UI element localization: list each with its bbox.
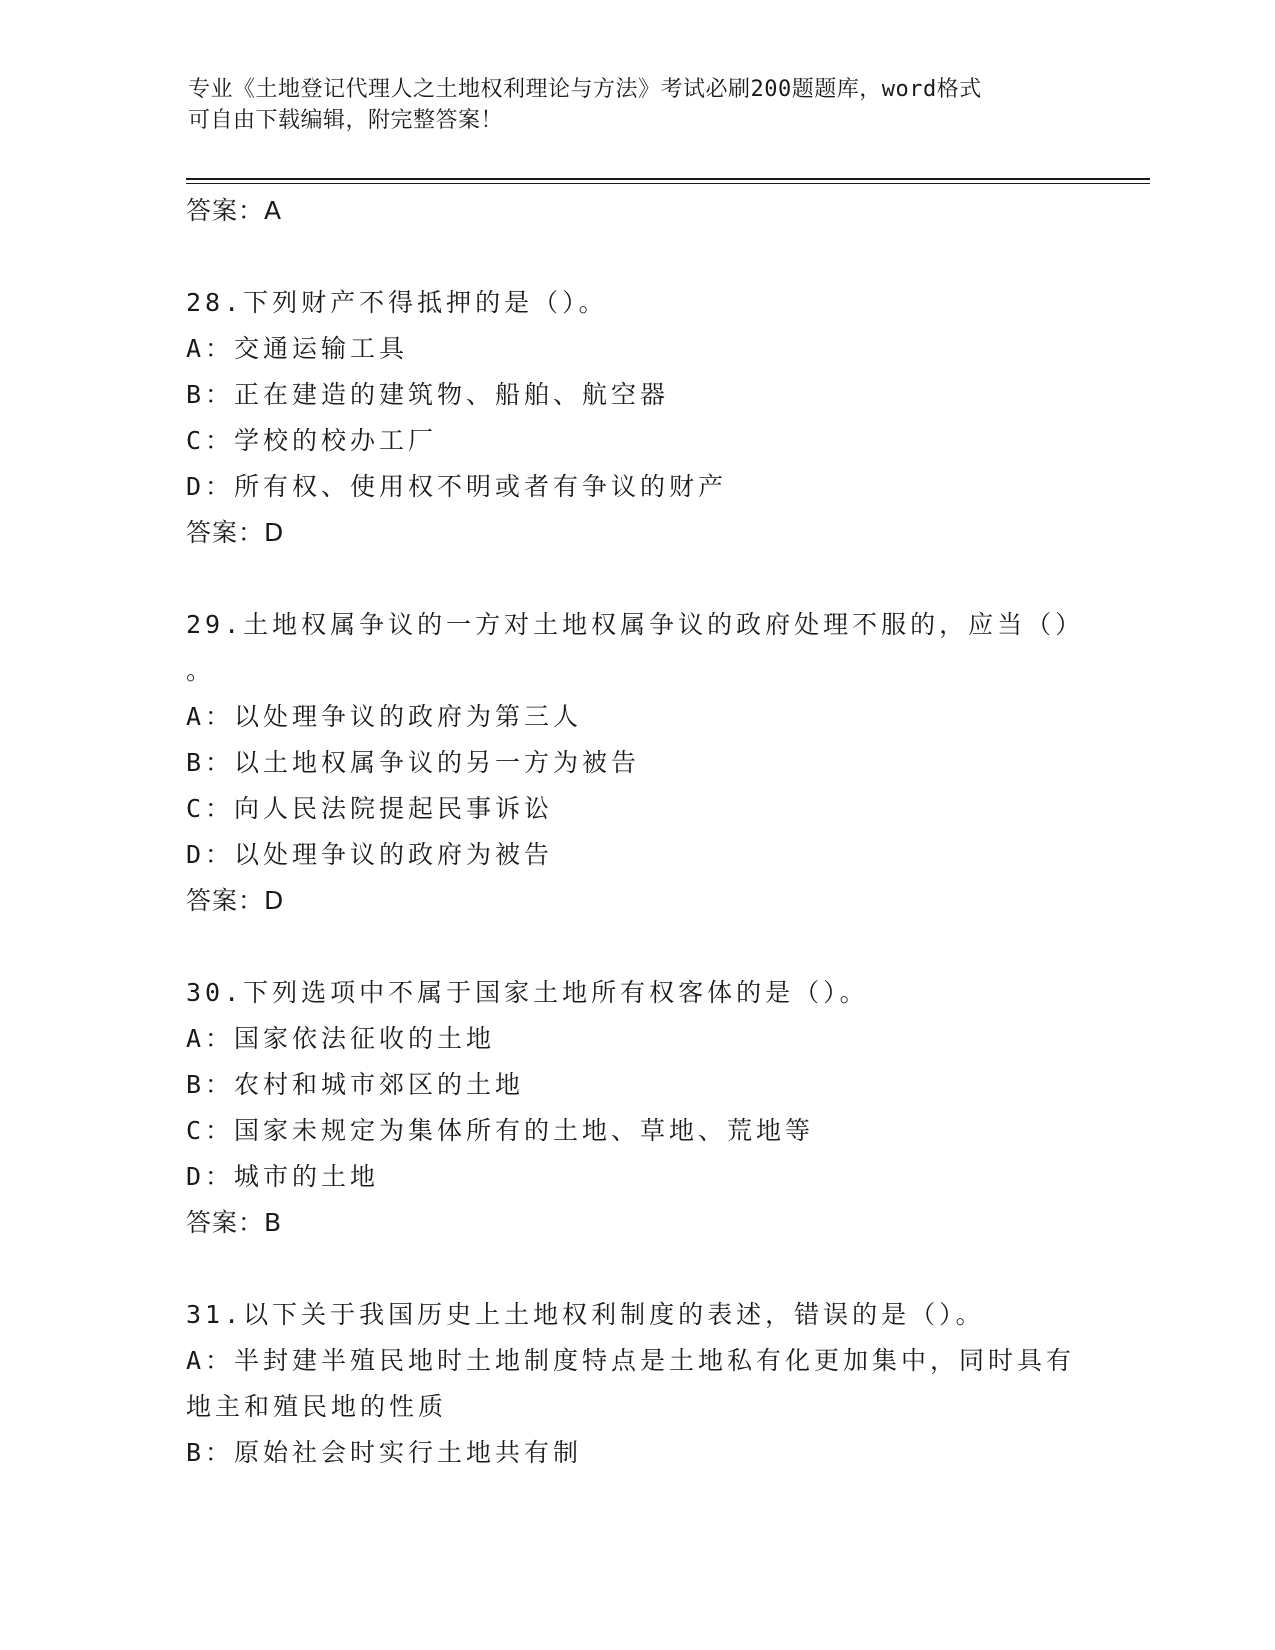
- question-stem: 29.土地权属争议的一方对土地权属争议的政府处理不服的，应当（）: [186, 610, 1085, 639]
- option-b: B：以土地权属争议的另一方为被告: [186, 748, 641, 777]
- option-a: A：国家依法征收的土地: [186, 1024, 496, 1053]
- option-d: D：以处理争议的政府为被告: [186, 840, 554, 869]
- option-b: B：原始社会时实行土地共有制: [186, 1438, 583, 1467]
- header-line-2: 可自由下载编辑，附完整答案！: [188, 108, 504, 133]
- document-body: [186, 188, 1086, 1476]
- question-stem: 30.下列选项中不属于国家土地所有权客体的是（）。: [186, 978, 869, 1007]
- answer: 答案：D: [186, 886, 285, 915]
- option-a: A：以处理争议的政府为第三人: [186, 702, 583, 731]
- answer: 答案：D: [186, 518, 285, 547]
- option-a: A：半封建半殖民地时土地制度特点是土地私有化更加集中，同时具有: [186, 1346, 1076, 1375]
- question-29: [186, 602, 1086, 924]
- option-c: C：向人民法院提起民事诉讼: [186, 794, 554, 823]
- option-d: D：所有权、使用权不明或者有争议的财产: [186, 472, 728, 501]
- previous-answer: 答案：A: [186, 196, 283, 225]
- question-31: [186, 1292, 1086, 1476]
- option-b: B：正在建造的建筑物、船舶、航空器: [186, 380, 670, 409]
- question-30: [186, 970, 1086, 1246]
- question-stem-continuation: 。: [186, 656, 216, 685]
- question-28: [186, 280, 1086, 556]
- option-a-continuation: 地主和殖民地的性质: [186, 1392, 448, 1421]
- page-header: [188, 74, 1088, 136]
- option-c: C：国家未规定为集体所有的土地、草地、荒地等: [186, 1116, 815, 1145]
- option-c: C：学校的校办工厂: [186, 426, 438, 455]
- question-stem: 31.以下关于我国历史上土地权利制度的表述，错误的是（）。: [186, 1300, 985, 1329]
- header-divider: [186, 178, 1150, 184]
- header-line-1: 专业《土地登记代理人之土地权利理论与方法》考试必刷200题题库，word格式: [188, 77, 982, 102]
- answer: 答案：B: [186, 1208, 283, 1237]
- option-a: A：交通运输工具: [186, 334, 409, 363]
- option-d: D：城市的土地: [186, 1162, 380, 1191]
- question-stem: 28.下列财产不得抵押的是（）。: [186, 288, 608, 317]
- option-b: B：农村和城市郊区的土地: [186, 1070, 525, 1099]
